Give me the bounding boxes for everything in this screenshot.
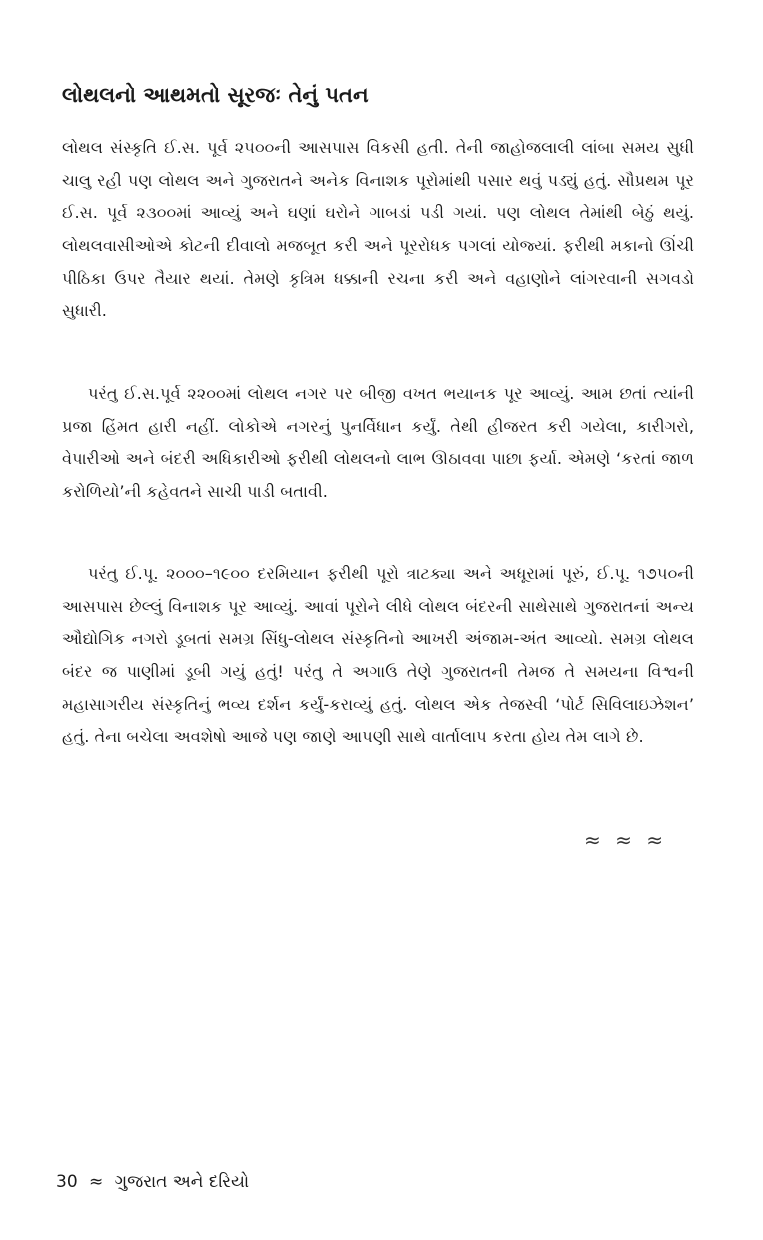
paragraph-2: પરંતુ ઈ.સ.પૂર્વ ૨૨૦૦માં લોથલ નગર પર બીજી વખત ભયાનક પૂર આવ્યું. આમ છતાં ત્યાંની પ્રજા હિંમત હારી નહીં. લોકોએ નગરનું પુનર્વિધાન કર્યું. તેથી હીજરત કરી ગયેલા, કારીગરો, વેપારીઓ અને બંદરી અધિકારીઓ ફરીથી લોથલનો લાભ ઊઠાવવા પાછા ફર્યા. એમણે ‘કરતાં જાળ કરોળિયો’ની કહેવતને સાચી પાડી બતાવી. [62, 384, 694, 501]
paragraph-1: લોથલ સંસ્કૃતિ ઈ.સ. પૂર્વ ૨૫૦૦ની આસપાસ વિકસી હતી. તેની જાહોજલાલી લાંબા સમય સુધી ચાલુ રહી પણ લોથલ અને ગુજરાતને અનેક વિનાશક પૂરોમાંથી પસાર થવું પડ્યું હતું. સૌપ્રથમ પૂર ઈ.સ. પૂર્વ ૨૩૦૦માં આવ્યું અને ઘણાં ઘરોને ગાબડાં પડી ગયાં. પણ લોથલ તેમાંથી બેઠું થયું. લોથલવાસીઓએ કોટની દીવાલો મજબૂત કરી અને પૂરરોધક પગલાં યોજ્યાં. ફરીથી મકાનો ઊંચી પીઠિકા ઉપર તૈયાર થયાં. તેમણે કૃત્રિમ ધક્કાની રચના કરી અને વહાણોને લાંગરવાની સગવડો સુધારી. [62, 138, 694, 321]
book-title: ગુજરાત અને દરિયો [114, 1172, 250, 1192]
section-heading: લોથલનો આથમતો સૂરજઃ તેનું પતન [62, 83, 369, 107]
section-divider: ≈ ≈ ≈ [584, 828, 667, 852]
page-footer [56, 1172, 255, 1192]
footer-separator: ≈ [89, 1172, 104, 1192]
paragraph-3: પરંતુ ઈ.પૂ. ૨૦૦૦–૧૯૦૦ દરમિયાન ફરીથી પૂરો ત્રાટક્યા અને અધૂરામાં પૂરું, ઈ.પૂ. ૧૭૫૦ની આસપાસ છેલ્લું વિનાશક પૂર આવ્યું. આવાં પૂરોને લીધે લોથલ બંદરની સાથેસાથે ગુજરાતનાં અન્ય ઔદ્યોગિક નગરો ડૂબતાં સમગ્ર સિંધુ-લોથલ સંસ્કૃતિનો આખરી અંજામ-અંત આવ્યો. સમગ્ર લોથલ બંદર જ પાણીમાં ડૂબી ગયું હતું! પરંતુ તે અગાઉ તેણે ગુજરાતની તેમજ તે સમયના વિશ્વની મહાસાગરીય સંસ્કૃતિનું ભવ્ય દર્શન કર્યું-કરાવ્યું હતું. લોથલ એક તેજસ્વી ‘પોર્ટ સિવિલાઇઝેશન’ હતું. તેના બચેલા અવશેષો આજે પણ જાણે આપણી સાથે વાર્તાલાપ કરતા હોય તેમ લાગે છે. [62, 564, 694, 747]
page-number: 30 [56, 1172, 78, 1192]
